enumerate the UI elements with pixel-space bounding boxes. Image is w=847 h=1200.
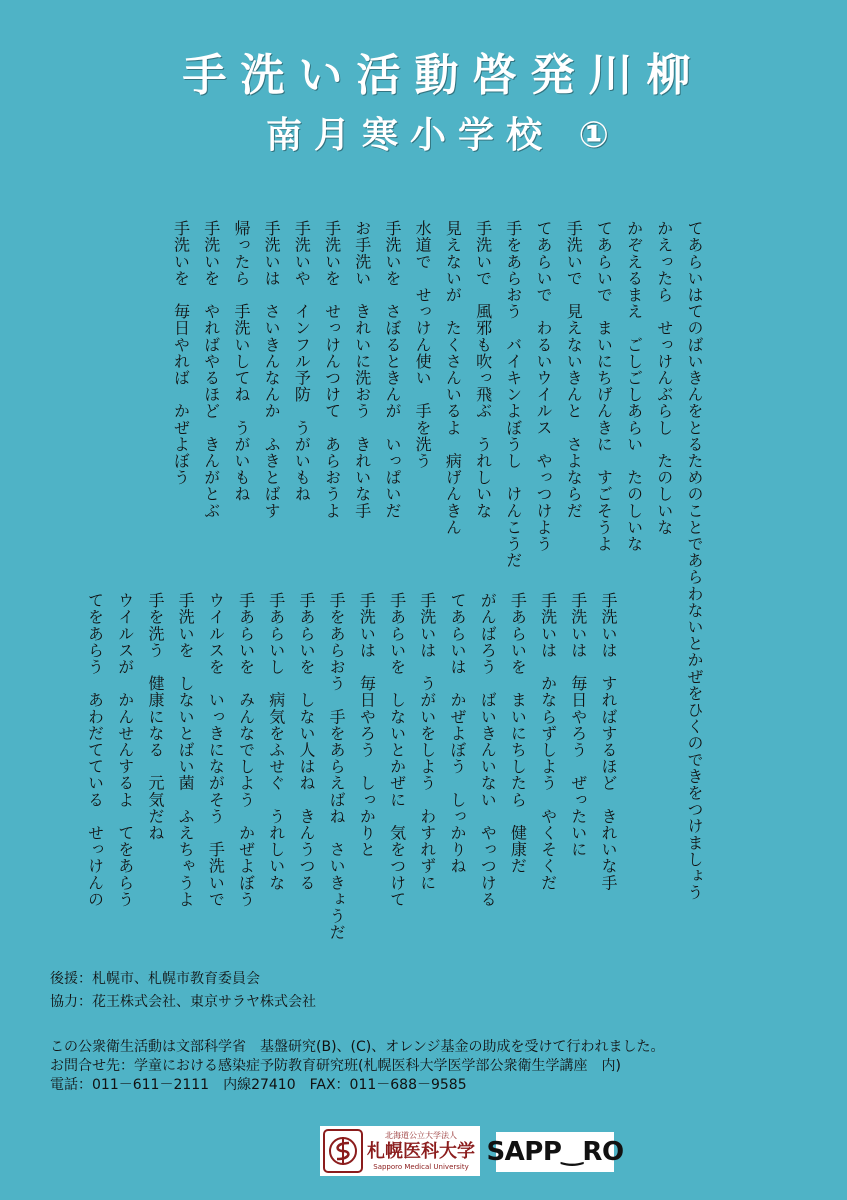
poem-line: 手洗いで 見えないきんと さよならだ (564, 220, 584, 519)
page-title: 手洗い活動啓発川柳 (182, 50, 705, 101)
poem-line: 手洗いを さぼるときんが いっぱいだ (382, 220, 402, 519)
smu-corporation-label: 北海道公立大学法人 (385, 1130, 457, 1140)
credits (50, 968, 316, 1014)
poem-line: てあらいで まいにちげんきに すごそうよ (594, 220, 614, 552)
poem-line: 手あらいを みんなでしよう かぜよぼう (236, 592, 256, 908)
smu-english-name: Sapporo Medical University (373, 1162, 469, 1171)
poem-line: かえったら せっけんぶらし たのしいな (654, 220, 674, 536)
university-seal-icon (323, 1129, 363, 1173)
poem-line: 手洗いや インフル予防 うがいもね (292, 220, 312, 503)
poem-line: かぞえるまえ ごしごしあらい たのしいな (624, 220, 644, 552)
poem-line: てをあらう あわだてている せっけんの (85, 592, 105, 908)
sapporo-medical-university-logo (320, 1126, 480, 1176)
poem-line: 手洗いを しないとばい菌 ふえちゃうよ (176, 592, 196, 908)
poem-line: 手洗いを せっけんつけて あらおうよ (322, 220, 342, 519)
phone-note: 電話：011－611－2111 内線27410 FAX：011－688－9585 (50, 1077, 467, 1093)
poem-line: てあらいはてのばいきんをとるためのことであらわないとかぜをひくのできをつけましょう (685, 220, 704, 901)
poem-line: 手をあらおう 手をあらえばね さいきょうだ (327, 592, 347, 941)
poem-line: 手あらいを しないとかぜに 気をつけて (387, 592, 407, 908)
poem-line: 手洗いは かならずしよう やくそくだ (538, 592, 558, 891)
poem-line: 手あらいし 病気をふせぐ うれしいな (266, 592, 286, 891)
contact-note: お問合せ先：学童における感染症予防教育研究班(札幌医科大学医学部公衆衛生学講座 内) (50, 1058, 621, 1074)
poem-line: 手洗いは さいきんなんか ふきとばす (262, 220, 282, 519)
poem-line: 手あらいを まいにちしたら 健康だ (508, 592, 528, 875)
poem-line: 帰ったら 手洗いしてね うがいもね (231, 220, 251, 503)
poem-line: てあらいで わるいウイルス やっつけよう (533, 220, 553, 552)
footer-notes (50, 1038, 665, 1095)
sapporo-city-logo (486, 1132, 624, 1172)
poem-line: 手洗いを やればやるほど きんがとぶ (201, 220, 221, 519)
funding-note: この公衆衛生活動は文部科学省 基盤研究(B)、(C)、オレンジ基金の助成を受けて行われました。 (50, 1039, 665, 1055)
poem-line: 手洗いは 毎日やろう しっかりと (357, 592, 377, 858)
poem-line: ウイルスを いっきにながそう 手洗いで (206, 592, 226, 908)
cooperation-credit: 協力：花王株式会社、東京サラヤ株式会社 (50, 994, 316, 1010)
poem-line: 手を洗う 健康になる 元気だね (145, 592, 165, 841)
page-subtitle: 南月寒小学校 ① (265, 115, 621, 156)
poem-line: てあらいは かぜよぼう しっかりね (447, 592, 467, 875)
poem-line: 手洗いを 毎日やれば かぜよぼう (171, 220, 191, 486)
poem-line: がんばろう ばいきんいない やっつける (478, 592, 498, 908)
poem-line: 手をあらおう バイキンよぼうし けんこうだ (503, 220, 523, 569)
poem-column-group-bottom (79, 592, 623, 941)
poem-line: 手洗いで 風邪も吹っ飛ぶ うれしいな (473, 220, 493, 519)
poem-line: 水道で せっけん使い 手を洗う (413, 220, 433, 469)
poem-line: 手洗いは うがいをしよう わすれずに (417, 592, 437, 891)
poem-line: お手洗い きれいに洗おう きれいな手 (352, 220, 372, 519)
poem-line: ウイルスが かんせんするよ てをあらう (115, 592, 135, 908)
sapporo-wordmark: SAPP‿RO (486, 1137, 624, 1167)
poem-line: 手洗いは 毎日やろう ぜったいに (568, 592, 588, 858)
poem-line: 手洗いは すればするほど きれいな手 (599, 592, 618, 891)
poem-line: 見えないが たくさんいるよ 病げんきん (443, 220, 463, 536)
smu-name: 札幌医科大学 (367, 1140, 475, 1162)
support-credit: 後援：札幌市、札幌市教育委員会 (50, 971, 260, 987)
poem-line: 手あらいを しない人はね きんうつる (296, 592, 316, 891)
